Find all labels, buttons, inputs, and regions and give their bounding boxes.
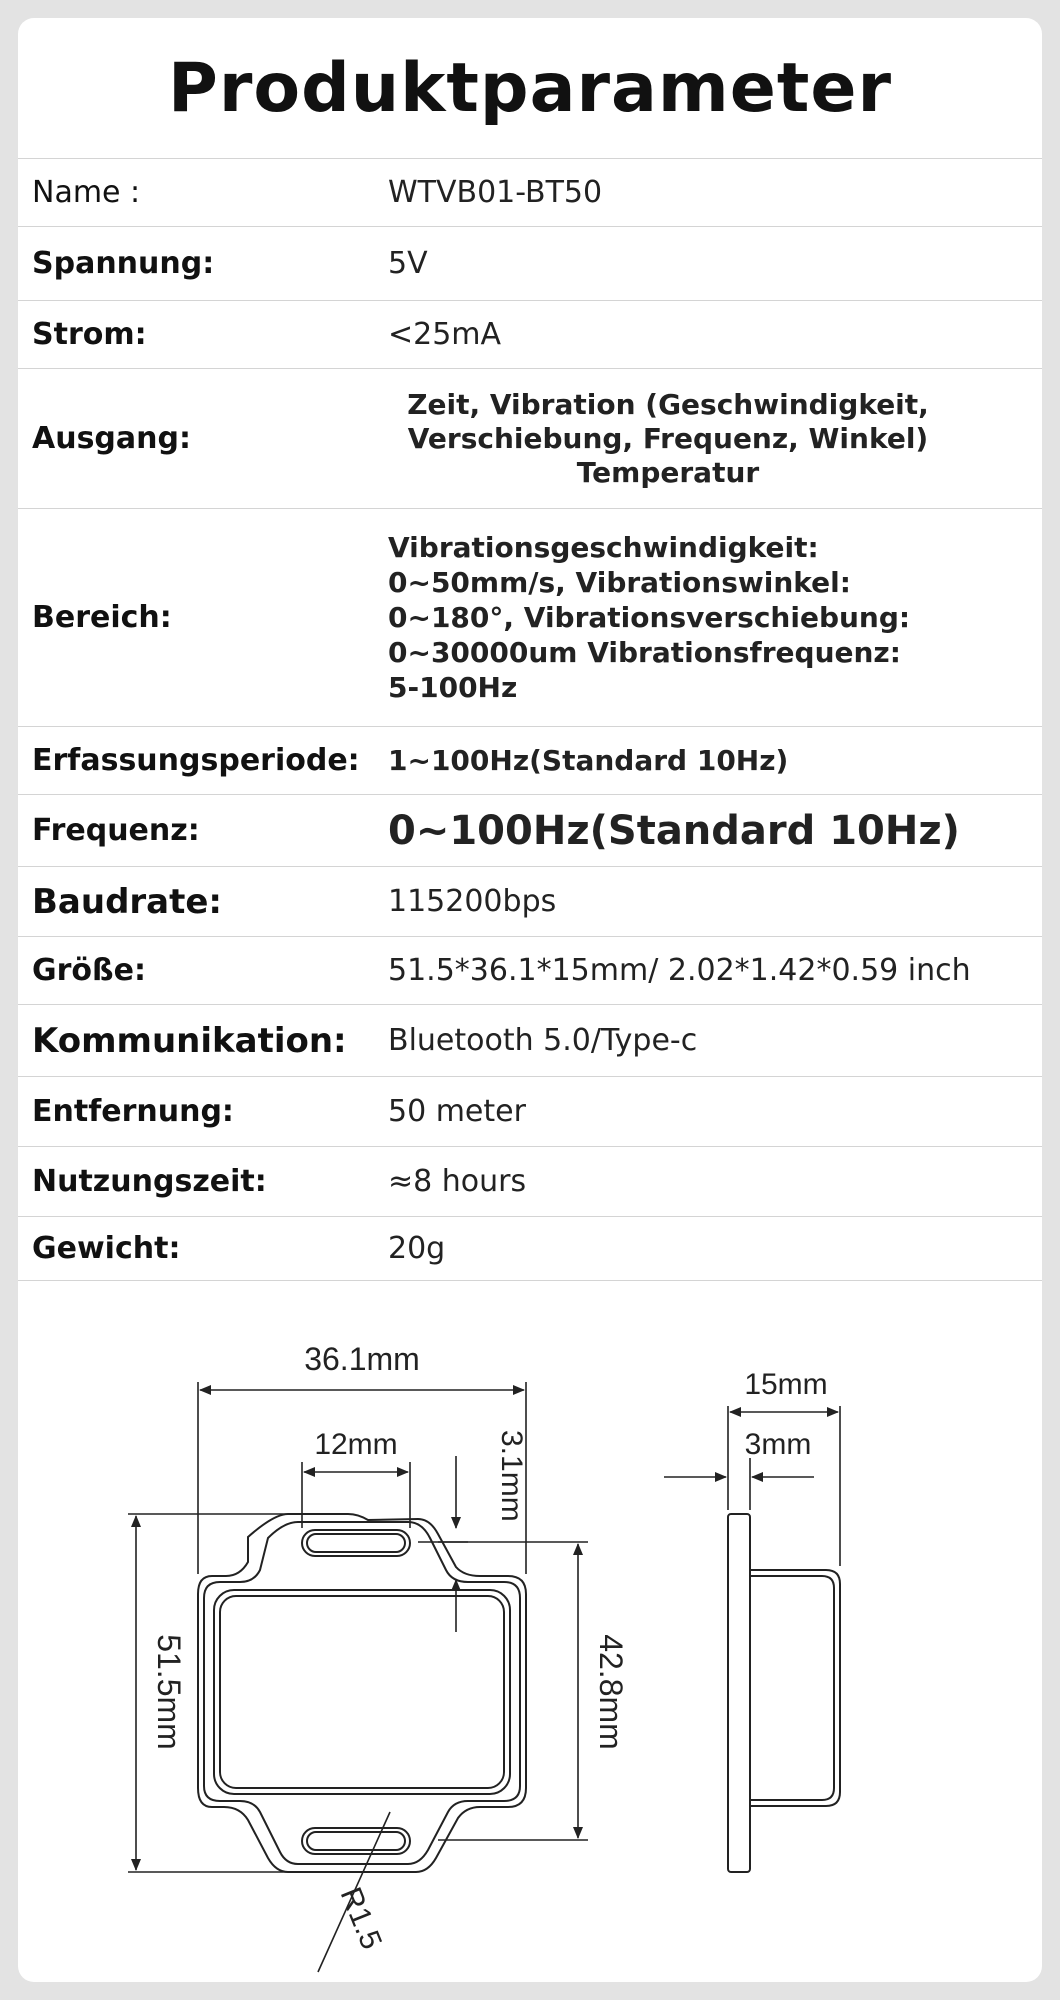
- value-line: 5-100Hz: [388, 671, 518, 704]
- side-view-body: [750, 1570, 840, 1806]
- row-value-multiline: [378, 369, 958, 508]
- table-row-frequenz: [18, 795, 1042, 867]
- row-label: Baudrate:: [32, 881, 223, 922]
- value-line: Verschiebung, Frequenz, Winkel): [407, 421, 929, 455]
- parameter-table: [18, 158, 1042, 1281]
- value-line: 0~30000um Vibrationsfrequenz:: [388, 636, 901, 669]
- row-value: 1~100Hz(Standard 10Hz): [388, 744, 789, 777]
- flange-label: 3mm: [744, 1428, 812, 1461]
- table-row-bereich: [18, 509, 1042, 727]
- row-label: Nutzungszeit:: [32, 1164, 267, 1199]
- table-row-spannung: [18, 227, 1042, 301]
- row-value: WTVB01-BT50: [388, 175, 603, 210]
- row-value: 115200bps: [388, 884, 557, 919]
- page-title: Produktparameter: [167, 48, 893, 128]
- side-view-flange: [728, 1514, 750, 1872]
- row-label: Name :: [32, 175, 141, 210]
- row-value: 5V: [388, 246, 428, 281]
- width-label: 36.1mm: [304, 1341, 420, 1377]
- table-row-baudrate: [18, 867, 1042, 937]
- sensor-outline: [198, 1514, 526, 1872]
- slot-label: 12mm: [314, 1428, 398, 1461]
- value-line: Zeit, Vibration (Geschwindigkeit,: [407, 387, 929, 421]
- body-height-label: 42.8mm: [593, 1634, 629, 1750]
- row-value: ≈8 hours: [388, 1164, 527, 1199]
- row-label: Ausgang:: [32, 421, 191, 456]
- row-label: Bereich:: [32, 600, 172, 635]
- row-label: Erfassungsperiode:: [32, 743, 360, 778]
- table-row-groesse: [18, 937, 1042, 1005]
- row-value-multiline: [388, 509, 1022, 726]
- row-label: Frequenz:: [32, 813, 200, 848]
- row-value: <25mA: [388, 317, 502, 352]
- table-row-strom: [18, 301, 1042, 369]
- value-line: Vibrationsgeschwindigkeit:: [388, 531, 819, 564]
- parameter-card: [18, 18, 1042, 1982]
- row-value: 51.5*36.1*15mm/ 2.02*1.42*0.59 inch: [388, 953, 971, 988]
- table-row-nutzungszeit: [18, 1147, 1042, 1217]
- depth-label: 15mm: [744, 1368, 828, 1401]
- dimension-drawing: [18, 1282, 1042, 1982]
- row-label: Strom:: [32, 317, 147, 352]
- row-value: Bluetooth 5.0/Type-c: [388, 1023, 698, 1058]
- slot-offset-label: 3.1mm: [495, 1430, 528, 1522]
- height-label: 51.5mm: [151, 1634, 187, 1750]
- value-line: Temperatur: [576, 455, 760, 489]
- table-row-entfernung: [18, 1077, 1042, 1147]
- row-label: Spannung:: [32, 246, 215, 281]
- table-row-ausgang: [18, 369, 1042, 509]
- row-value: 20g: [388, 1231, 446, 1266]
- row-label: Größe:: [32, 953, 146, 988]
- row-label: Gewicht:: [32, 1231, 181, 1266]
- row-label: Kommunikation:: [32, 1020, 347, 1061]
- table-row-name: [18, 159, 1042, 227]
- row-value: 50 meter: [388, 1094, 526, 1129]
- table-row-erfassungsperiode: [18, 727, 1042, 795]
- value-line: 0~180°, Vibrationsverschiebung:: [388, 601, 911, 634]
- table-row-kommunikation: [18, 1005, 1042, 1077]
- radius-label: R1.5: [333, 1882, 388, 1955]
- value-line: 0~50mm/s, Vibrationswinkel:: [388, 566, 851, 599]
- row-value: 0~100Hz(Standard 10Hz): [388, 807, 960, 854]
- table-row-gewicht: [18, 1217, 1042, 1281]
- row-label: Entfernung:: [32, 1094, 234, 1129]
